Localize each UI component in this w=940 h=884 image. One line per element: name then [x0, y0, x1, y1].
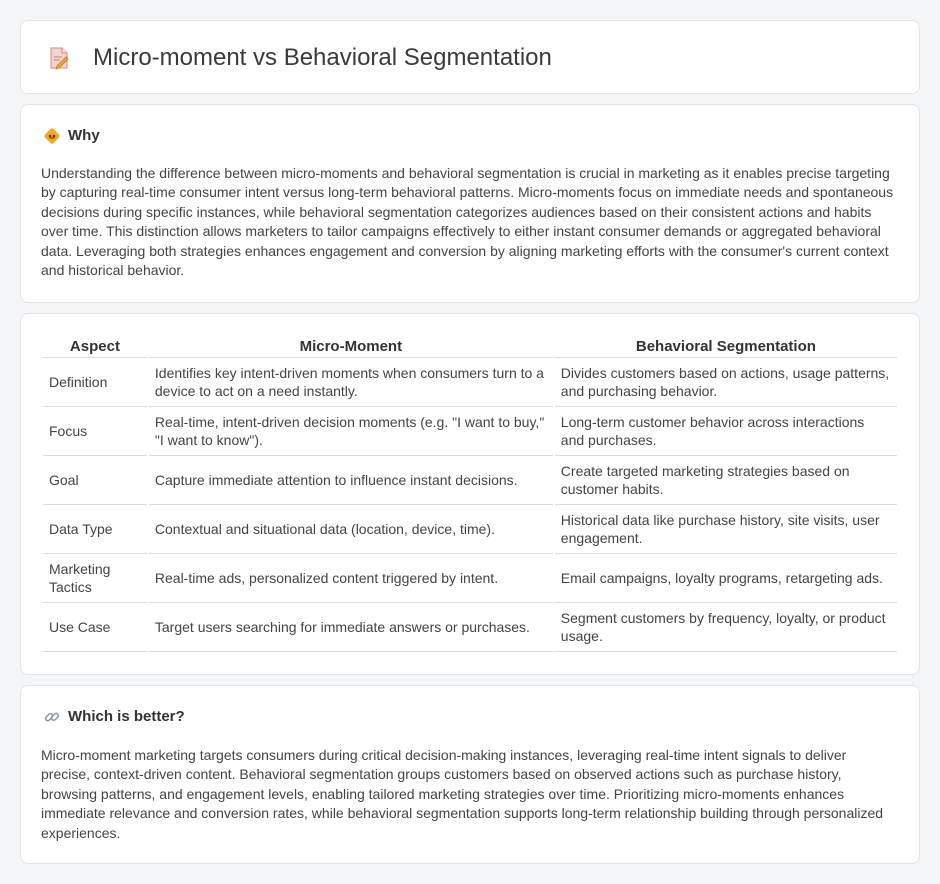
micro-moment-cell: Real-time, intent-driven decision moments (e.g. "I want to buy," "I want to know").	[149, 407, 553, 456]
better-text: Micro-moment marketing targets consumers during critical decision-making instances, leveraging real-time intent signals to deliver precise, context-driven content. Behavioral segmentation groups customers based on observed actions such as purchase history, browsing patterns, and engagement levels, enabling tailored marketing strategies over time. Prioritizing micro-moments enhances immediate relevance and conversion rates, while behavioral segmentation supports long-term relationship building through personalized experiences.	[41, 747, 884, 841]
header-card	[20, 20, 920, 94]
better-heading: Which is better?	[68, 708, 185, 725]
micro-moment-cell: Target users searching for immediate answers or purchases.	[149, 603, 553, 652]
micro-moment-cell: Identifies key intent-driven moments when consumers turn to a device to act on a need instantly.	[149, 358, 553, 407]
table-row	[43, 505, 897, 554]
behavioral-cell: Segment customers by frequency, loyalty, or product usage.	[555, 603, 897, 652]
page-title: Micro-moment vs Behavioral Segmentation	[93, 44, 552, 71]
aspect-cell: Data Type	[43, 505, 147, 554]
which-is-better-section	[20, 685, 920, 864]
document-pen-icon	[47, 46, 71, 70]
aspect-cell: Use Case	[43, 603, 147, 652]
table-row	[43, 358, 897, 407]
comparison-table-card	[20, 313, 920, 675]
comparison-table	[41, 336, 899, 652]
why-text: Understanding the difference between micro-moments and behavioral segmentation is crucial in marketing as it enables precise targeting by capturing real-time consumer intent versus long-term behavioral patterns. Micro-moments focus on immediate needs and spontaneous decisions during specific instances, while behavioral segmentation categorizes audiences based on their consistent actions and habits over time. This distinction allows marketers to tailor campaigns effectively to either instant consumer demands or aggregated behavioral data. Leveraging both strategies enhances engagement and conversion by aligning marketing efforts with the consumer's current context and historical behavior.	[41, 165, 894, 279]
column-header: Aspect	[43, 336, 147, 358]
table-row	[43, 603, 897, 652]
behavioral-cell: Create targeted marketing strategies based on customer habits.	[555, 456, 897, 505]
aspect-cell: Definition	[43, 358, 147, 407]
link-icon	[43, 708, 61, 726]
why-heading: Why	[68, 127, 100, 144]
micro-moment-cell: Contextual and situational data (location, device, time).	[149, 505, 553, 554]
why-section	[20, 104, 920, 303]
behavioral-cell: Divides customers based on actions, usage patterns, and purchasing behavior.	[555, 358, 897, 407]
behavioral-cell: Long-term customer behavior across interactions and purchases.	[555, 407, 897, 456]
column-header: Micro-Moment	[149, 336, 553, 358]
micro-moment-cell: Real-time ads, personalized content triggered by intent.	[149, 554, 553, 603]
aspect-cell: Focus	[43, 407, 147, 456]
table-row	[43, 407, 897, 456]
behavioral-cell: Historical data like purchase history, site visits, user engagement.	[555, 505, 897, 554]
micro-moment-cell: Capture immediate attention to influence instant decisions.	[149, 456, 553, 505]
aspect-cell: Marketing Tactics	[43, 554, 147, 603]
column-header: Behavioral Segmentation	[555, 336, 897, 358]
behavioral-cell: Email campaigns, loyalty programs, retargeting ads.	[555, 554, 897, 603]
table-row	[43, 554, 897, 603]
aspect-cell: Goal	[43, 456, 147, 505]
table-header-row	[43, 336, 897, 358]
table-row	[43, 456, 897, 505]
warning-diamond-icon	[43, 127, 61, 145]
